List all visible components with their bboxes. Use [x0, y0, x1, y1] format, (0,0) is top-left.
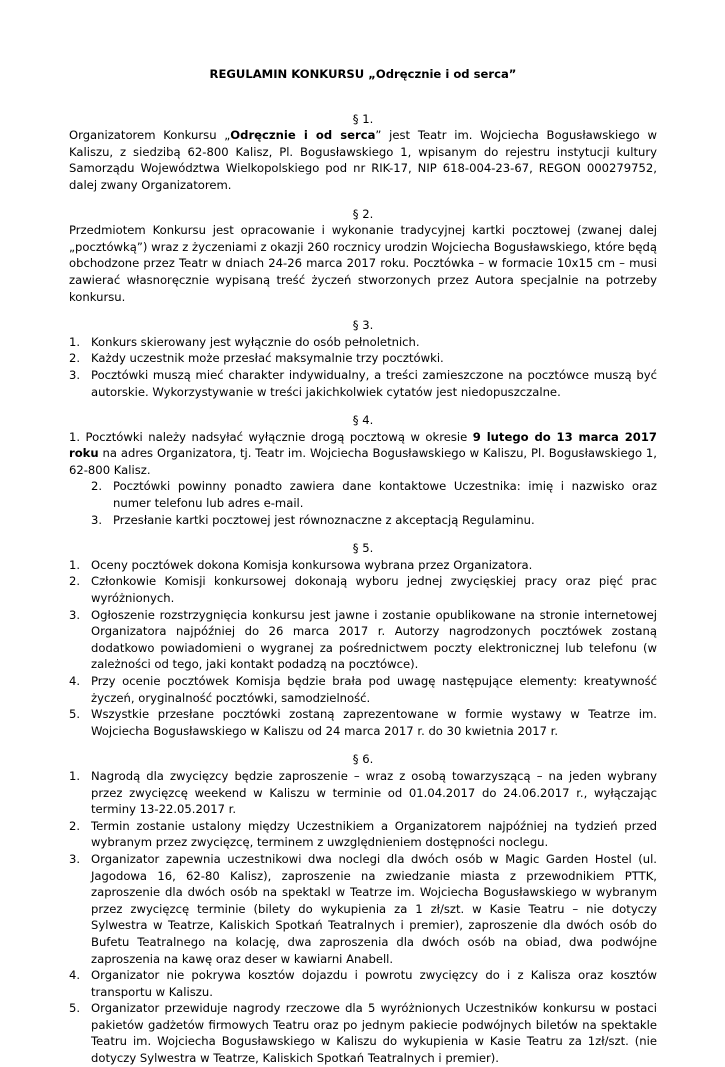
- list-item-text: Przesłanie kartki pocztowej jest równoznaczne z akceptacją Regulaminu.: [113, 512, 535, 527]
- list-item: [69, 512, 657, 529]
- list-item-number: 4.: [69, 674, 81, 688]
- list-item-number: 2.: [69, 574, 81, 589]
- section-4-lead-pre: 1. Pocztówki należy nadsyłać wyłącznie drogą pocztową w okresie: [69, 429, 473, 444]
- list-item-text: Pocztówki powinny ponadto zawiera dane kontaktowe Uczestnika: imię i nazwisko oraz numer telefonu lub adres e-mail.: [113, 479, 657, 511]
- list-item-text: Przy ocenie pocztówek Komisja będzie brała pod uwagę następujące elementy: kreatywność życzeń, oryginalność pocztówki, samodzielność.: [91, 674, 657, 705]
- list-item: [69, 350, 657, 367]
- list-item: [69, 706, 657, 739]
- list-item-number: 3.: [69, 367, 81, 382]
- section-3-list: [69, 334, 657, 400]
- section-6-heading: § 6.: [352, 752, 374, 767]
- list-item-number: 5.: [69, 1001, 81, 1016]
- list-item-number: 2.: [69, 351, 81, 366]
- list-item-number: 2.: [69, 818, 81, 833]
- list-item-number: 3.: [69, 851, 81, 866]
- contest-name: Odręcznie i od serca: [230, 128, 376, 143]
- section-2-text: Przedmiotem Konkursu jest opracowanie i wykonanie tradycyjnej kartki pocztowej (zwanej dalej „pocztówką”) wraz z życzeniami z okazji 260 rocznicy urodzin Wojciecha Bogusławskiego, które będą obchodzone przez Teatr w dniach 24-26 marca 2017 roku. Pocztówka – w formacie 10x15 cm – musi zawierać własnoręcznie wypisaną treść życzeń stworzonych przez Autora specjalnie na potrzeby konkursu.: [69, 223, 657, 304]
- list-item-text: Każdy uczestnik może przesłać maksymalnie trzy pocztówki.: [91, 351, 444, 366]
- list-item-number: 3.: [69, 607, 81, 622]
- list-item: [69, 967, 657, 1000]
- section-4-heading: § 4.: [352, 413, 374, 428]
- list-item-text: Członkowie Komisji konkursowej dokonają wyboru jednej zwycięskiej pracy oraz pięć prac wyróżnionych.: [91, 574, 657, 606]
- submission-period: 9 lutego do 13 marca 2017 roku: [69, 429, 657, 461]
- section-3-heading: § 3.: [352, 318, 374, 333]
- section-1-heading: § 1.: [352, 111, 374, 126]
- section-1-text-pre: Organizatorem Konkursu „: [69, 128, 231, 143]
- document-title: REGULAMIN KONKURSU „Odręcznie i od serca”: [209, 67, 517, 81]
- list-item-text: Ogłoszenie rozstrzygnięcia konkursu jest jawne i zostanie opublikowane na stronie internetowej Organizatora najpóźniej do 26 marca 2017 r. Autorzy nagrodzonych pocztówek zostaną dodatkowo powiadomieni o wygranej za pośrednictwem poczty elektronicznej lub telefonu (w zależności od tego, jaki kontakt podadzą na pocztówce).: [91, 607, 657, 672]
- list-item: [69, 573, 657, 606]
- section-4-list: [69, 478, 657, 528]
- list-item-text: Nagrodą dla zwycięzcy będzie zaproszenie – wraz z osobą towarzyszącą – na jeden wybrany przez zwycięzcę weekend w Kaliszu w terminie od 01.04.2017 do 24.06.2017 r., wyłączając terminy 13-22.05.2017 r.: [91, 768, 657, 817]
- list-item-number: 3.: [91, 512, 103, 527]
- list-item-text: Termin zostanie ustalony między Uczestnikiem a Organizatorem najpóźniej na tydzień przed wybranym przez zwycięzcę, terminem z uwzględnieniem dostępności noclegu.: [91, 818, 657, 850]
- list-item-number: 1.: [69, 768, 81, 783]
- list-item: [69, 1000, 657, 1066]
- list-item: [69, 851, 657, 967]
- list-item-text: Organizator przewiduje nagrody rzeczowe dla 5 wyróżnionych Uczestników konkursu w postaci pakietów gadżetów firmowych Teatru oraz po jednym pakiecie podwójnych biletów na spektakle Teatru im. Wojciecha Bogusławskiego w Kaliszu do wykupienia w Kasie Teatru za 1zł/szt. (nie dotyczy Sylwestra w Teatrze, Kaliskich Spotkań Teatralnych i premier).: [91, 1001, 657, 1066]
- list-item: [69, 367, 657, 400]
- list-item: [69, 557, 657, 574]
- list-item-number: 1.: [69, 557, 81, 572]
- list-item-text: Organizator nie pokrywa kosztów dojazdu i powrotu zwycięzcy do i z Kalisza oraz kosztów transportu w Kaliszu.: [91, 968, 657, 999]
- list-item: [69, 768, 657, 818]
- section-4-lead-post: na adres Organizatora, tj. Teatr im. Wojciecha Bogusławskiego w Kaliszu, Pl. Bogusławskiego 1, 62-800 Kalisz.: [69, 446, 657, 477]
- section-6-list: [69, 768, 657, 1067]
- section-1-text: [69, 127, 657, 193]
- section-2-heading: § 2.: [352, 206, 374, 221]
- list-item-text: Pocztówki muszą mieć charakter indywidualny, a treści zamieszczone na pocztówce muszą być autorskie. Wykorzystywanie w treści jakichkolwiek cytatów jest niedopuszczalne.: [91, 367, 657, 399]
- list-item-text: Organizator zapewnia uczestnikowi dwa noclegi dla dwóch osób w Magic Garden Hostel (ul. Jagodowa 16, 62-80 Kalisz), zaproszenie na zwiedzanie miasta z przewodnikiem PTTK, zaproszenie dla dwóch osób na spektakl w Teatrze im. Wojciecha Bogusławskiego w wybranym przez zwycięzcę terminie (bilety do wykupienia za 1 zł/szt. w Kasie Teatru – nie dotyczy Sylwestra w Teatrze, Kaliskich Spotkań Teatralnych i premier), zaproszenie dla dwóch osób do Bufetu Teatralnego na kolację, dwa zaproszenia dla dwóch osób na obiad, dwa podwójne zaproszenia na kawę oraz deser w kawiarni Anabell.: [91, 851, 657, 966]
- section-5-list: [69, 557, 657, 740]
- document-page: [69, 66, 657, 1067]
- list-item: [69, 334, 657, 351]
- section-1-text-post: ” jest Teatr im. Wojciecha Bogusławskiego w Kaliszu, z siedzibą 62-800 Kalisz, Pl. Bogusławskiego 1, wpisanym do rejestru instytucji kultury Samorządu Województwa Wielkopolskiego pod nr RIK-17, NIP 618-004-23-67, REGON 000279752, dalej zwany Organizatorem.: [69, 128, 657, 192]
- list-item: [69, 673, 657, 706]
- list-item: [69, 478, 657, 511]
- section-4-lead: [69, 429, 657, 479]
- list-item-text: Oceny pocztówek dokona Komisja konkursowa wybrana przez Organizatora.: [91, 557, 533, 572]
- list-item-number: 2.: [91, 479, 103, 494]
- section-5-heading: § 5.: [352, 541, 374, 556]
- list-item: [69, 818, 657, 851]
- list-item: [69, 607, 657, 673]
- list-item-text: Wszystkie przesłane pocztówki zostaną zaprezentowane w formie wystawy w Teatrze im. Wojciecha Bogusławskiego w Kaliszu od 24 marca 2017 r. do 30 kwietnia 2017 r.: [91, 707, 657, 738]
- list-item-number: 1.: [69, 334, 81, 349]
- list-item-number: 5.: [69, 707, 81, 722]
- list-item-text: Konkurs skierowany jest wyłącznie do osób pełnoletnich.: [91, 334, 420, 349]
- list-item-number: 4.: [69, 968, 81, 983]
